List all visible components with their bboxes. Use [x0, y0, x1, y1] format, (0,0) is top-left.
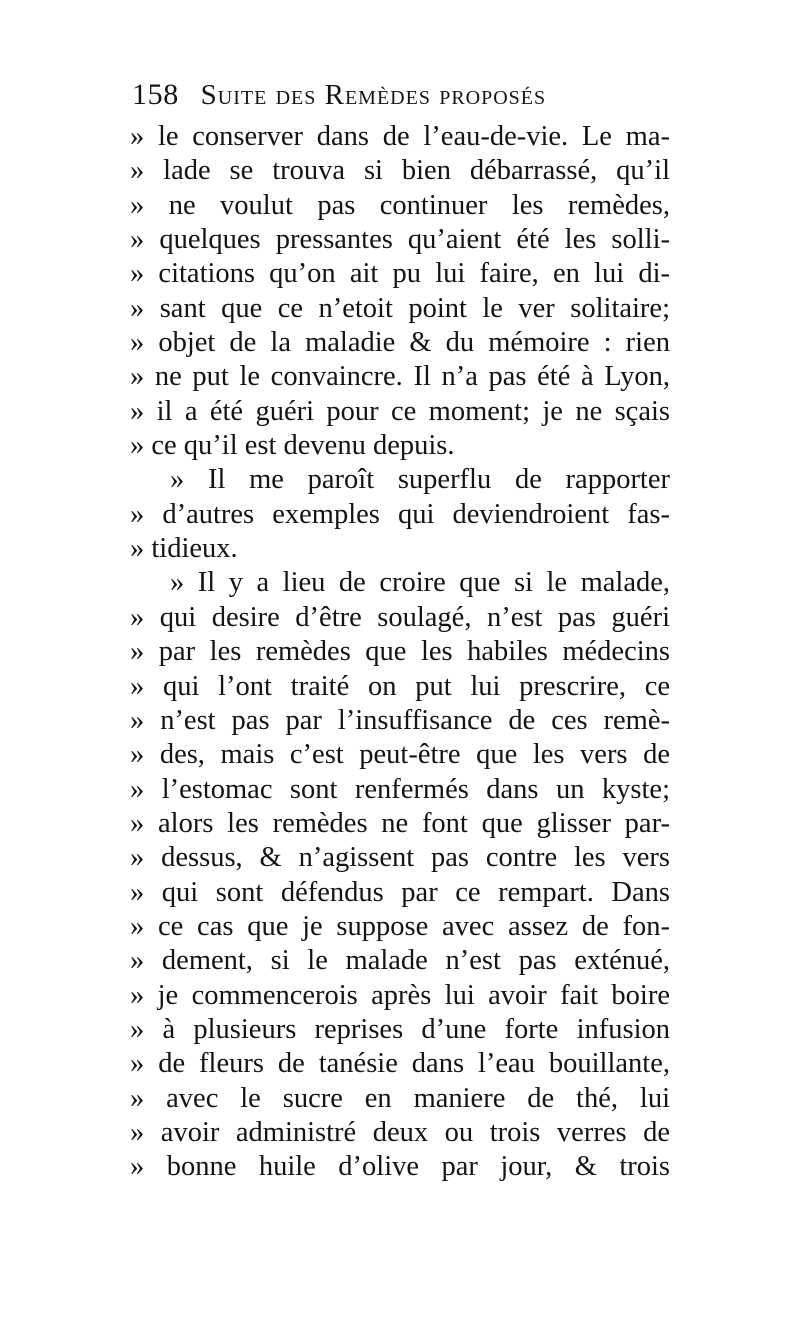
page-header	[132, 78, 652, 118]
text-line: » alors les remèdes ne font que glisser par-	[130, 807, 670, 839]
text-line: » de fleurs de tanésie dans l’eau bouillante,	[130, 1048, 670, 1080]
text-line: » objet de la maladie & du mémoire : rien	[130, 327, 670, 359]
text-line: » avoir administré deux ou trois verres de	[130, 1116, 670, 1148]
text-line: » sant que ce n’etoit point le ver solitaire;	[130, 292, 670, 324]
text-line: » ne voulut pas continuer les remèdes,	[130, 189, 670, 221]
text-line: » dessus, & n’agissent pas contre les vers	[130, 842, 670, 874]
text-line: » il a été guéri pour ce moment; je ne sçais	[130, 395, 670, 427]
text-line: » bonne huile d’olive par jour, & trois	[130, 1151, 670, 1183]
text-line: » tidieux.	[130, 533, 238, 565]
text-line: » d’autres exemples qui deviendroient fas-	[130, 498, 670, 530]
text-line: » ce qu’il est devenu depuis.	[130, 430, 455, 462]
text-line: » je commencerois après lui avoir fait boire	[130, 979, 670, 1011]
body-text	[130, 120, 670, 1185]
text-line: » qui l’ont traité on put lui prescrire, ce	[130, 670, 670, 702]
text-line: » ne put le convaincre. Il n’a pas été à Lyon,	[130, 361, 670, 393]
text-line: » lade se trouva si bien débarrassé, qu’il	[130, 155, 670, 187]
text-line: » Il me paroît superflu de rapporter	[170, 464, 670, 496]
running-title: Suite des Remèdes proposés	[200, 79, 547, 111]
text-line: » à plusieurs reprises d’une forte infusion	[130, 1013, 670, 1045]
text-line: » dement, si le malade n’est pas exténué,	[130, 945, 670, 977]
text-line: » le conserver dans de l’eau-de-vie. Le ma-	[130, 121, 670, 152]
text-line: » avec le sucre en maniere de thé, lui	[130, 1082, 670, 1114]
text-line: » par les remèdes que les habiles médecins	[130, 636, 670, 668]
text-line: » qui desire d’être soulagé, n’est pas guéri	[130, 601, 670, 633]
text-line: » qui sont défendus par ce rempart. Dans	[130, 876, 670, 908]
text-line: » n’est pas par l’insuffisance de ces remè-	[130, 704, 670, 736]
text-line: » Il y a lieu de croire que si le malade,	[170, 567, 670, 599]
text-line: » quelques pressantes qu’aient été les solli-	[130, 224, 670, 256]
text-line: » citations qu’on ait pu lui faire, en lui di-	[130, 258, 670, 290]
text-line: » des, mais c’est peut-être que les vers de	[130, 739, 670, 771]
text-line: » l’estomac sont renfermés dans un kyste;	[130, 773, 670, 805]
text-line: » ce cas que je suppose avec assez de fon-	[130, 910, 670, 942]
page-number: 158	[132, 78, 179, 111]
